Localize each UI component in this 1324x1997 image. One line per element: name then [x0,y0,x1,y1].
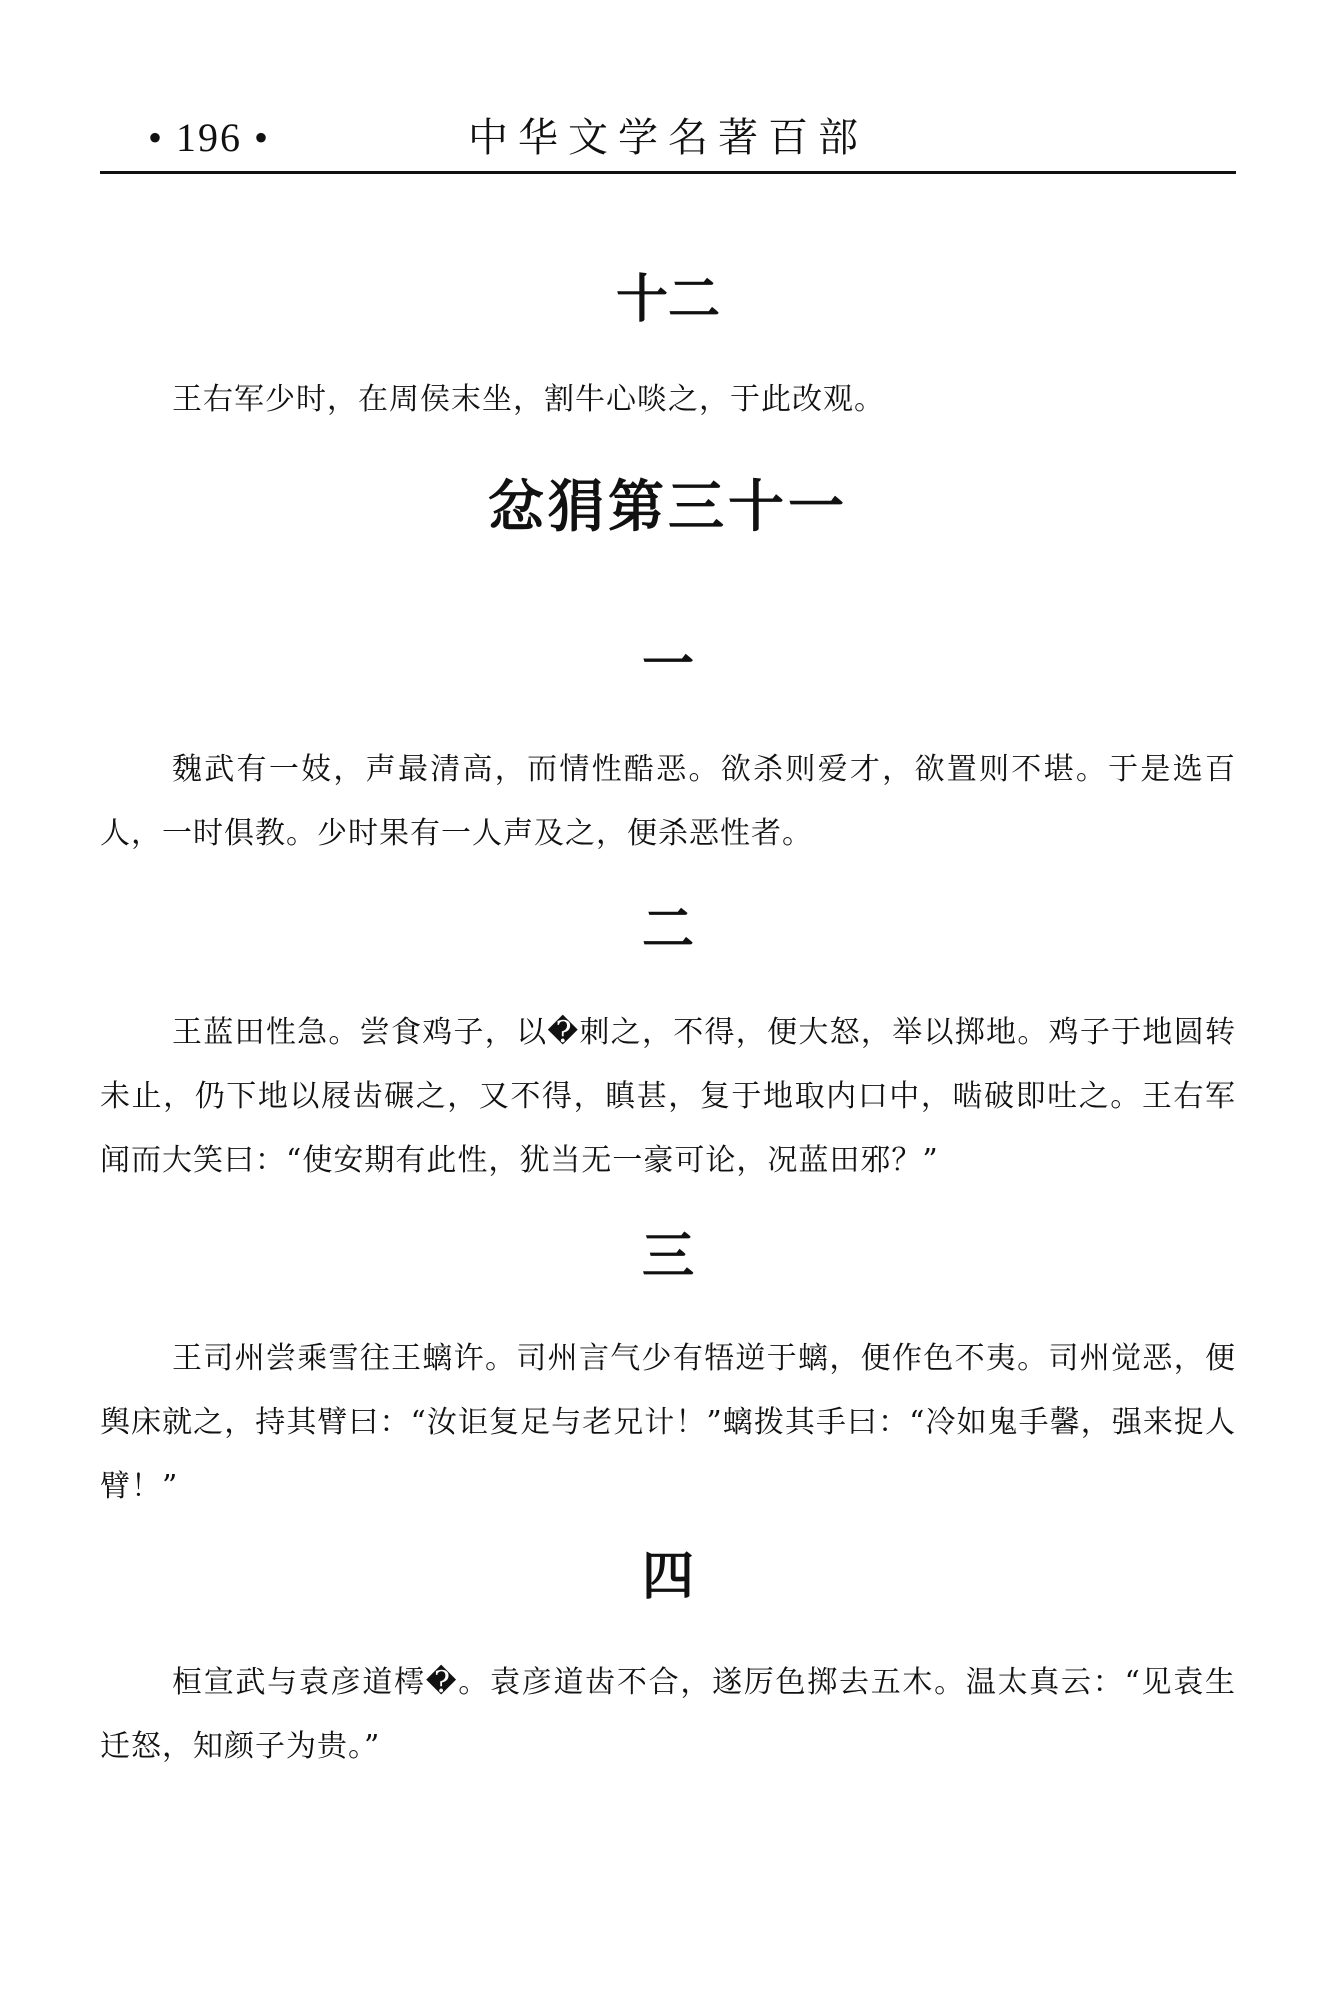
section-text-2: 王蓝田性急。尝食鸡子，以�刺之，不得，便大怒，举以掷地。鸡子于地圆转未止，仍下地以屐齿碾之，又不得，瞋甚，复于地取内口中，啮破即吐之。王右军闻而大笑曰：“使安期有此性，犹当无一豪可论，况蓝田邪？” [100,1015,1236,1178]
section-text-1: 魏武有一妓，声最清高，而情性酷恶。欲杀则爱才，欲置则不堪。于是选百人，一时俱教。少时果有一人声及之，便杀恶性者。 [100,752,1236,851]
section-text-4: 桓宣武与袁彦道樗�。袁彦道齿不合，遂厉色掷去五木。温太真云：“见袁生迁怒，知颜子为贵。” [100,1665,1236,1764]
header-rule [100,171,1236,174]
book-title: 中华文学名著百部 [468,115,868,161]
section-heading-2: 二 [641,900,694,960]
section-heading-3: 三 [641,1227,694,1287]
section-text-12: 王右军少时，在周侯末坐，割牛心啖之，于此改观。 [172,382,885,417]
section-heading-4: 四 [641,1547,694,1607]
page-number: • 196 • [148,115,271,160]
section-heading-12: 十二 [615,270,720,330]
section-heading-1: 一 [641,635,694,695]
chapter-title: 忿狷第三十一 [488,475,848,540]
section-text-3: 王司州尝乘雪往王螭许。司州言气少有牾逆于螭，便作色不夷。司州觉恶，便舆床就之，持其臂曰：“汝讵复足与老兄计！”螭拨其手曰：“冷如鬼手馨，强来捉人臂！” [100,1341,1236,1504]
running-header [100,108,1236,168]
